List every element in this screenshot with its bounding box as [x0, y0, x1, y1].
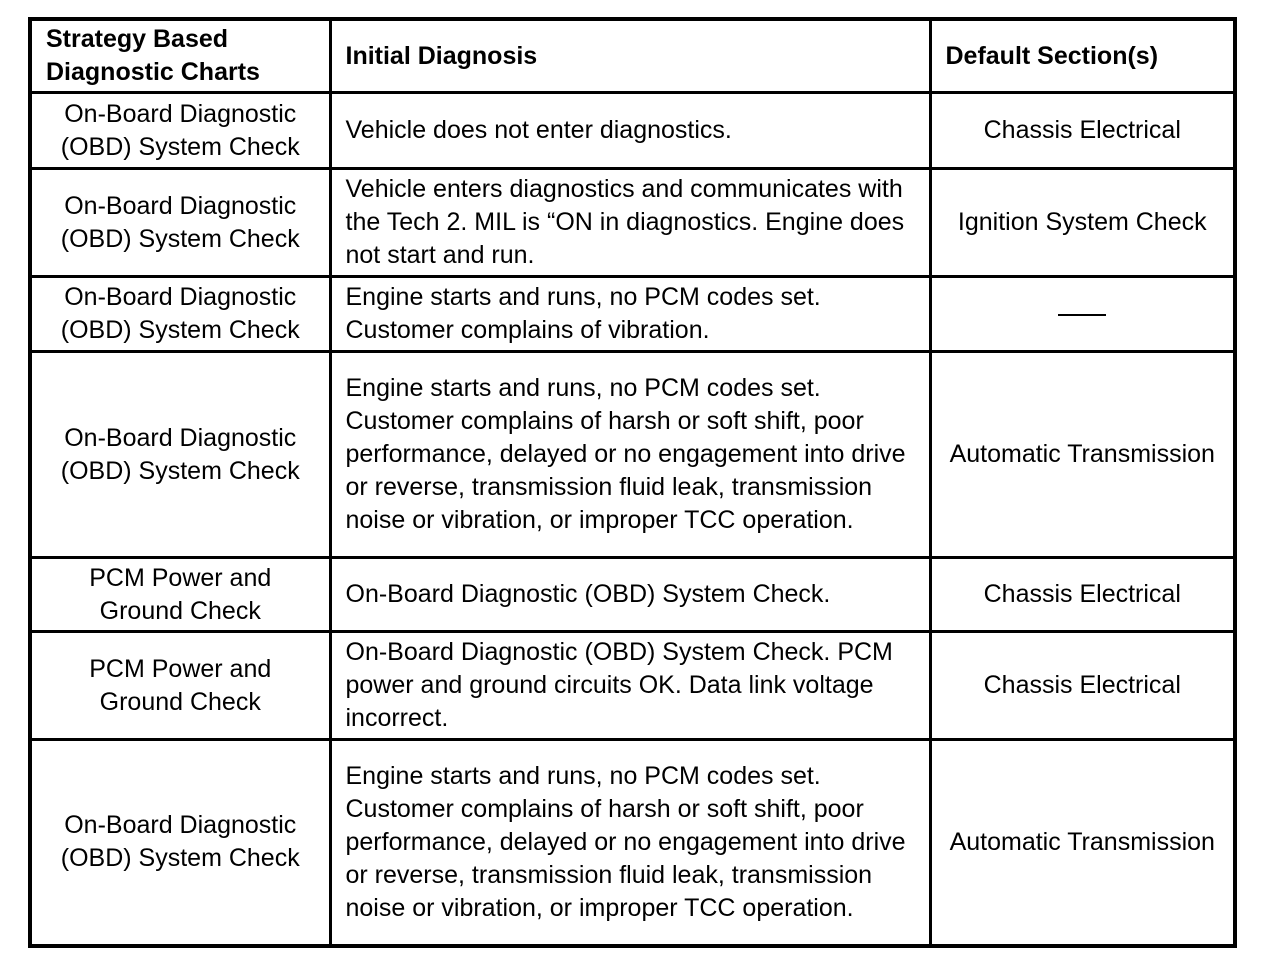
diagnosis-cell: Engine starts and runs, no PCM codes set. Customer complains of harsh or soft shift, poor performance, delayed or no engagement into drive or reverse, transmission fluid leak, transmission noise or vibration, or improper TCC operation.	[330, 740, 930, 946]
diagnosis-cell: Engine starts and runs, no PCM codes set. Customer complains of harsh or soft shift, poor performance, delayed or no engagement into drive or reverse, transmission fluid leak, transmission noise or vibration, or improper TCC operation.	[330, 352, 930, 558]
chart-cell: On-Board Diagnostic (OBD) System Check	[30, 352, 330, 558]
header-strategy-charts: Strategy Based Diagnostic Charts	[30, 19, 330, 93]
section-cell: Chassis Electrical	[930, 632, 1235, 740]
diagnosis-cell: Vehicle enters diagnostics and communicates with the Tech 2. MIL is “ON in diagnostics. Engine does not start and run.	[330, 169, 930, 277]
section-cell-empty	[930, 277, 1235, 352]
chart-cell: PCM Power and Ground Check	[30, 632, 330, 740]
section-cell: Chassis Electrical	[930, 93, 1235, 169]
dash-placeholder	[1058, 314, 1106, 316]
section-cell: Ignition System Check	[930, 169, 1235, 277]
table-row	[30, 93, 1235, 169]
header-default-sections: Default Section(s)	[930, 19, 1235, 93]
diagnosis-cell: Vehicle does not enter diagnostics.	[330, 93, 930, 169]
table-row	[30, 632, 1235, 740]
diagnostic-table	[28, 17, 1237, 948]
header-initial-diagnosis: Initial Diagnosis	[330, 19, 930, 93]
header-row	[30, 19, 1235, 93]
diagnosis-cell: Engine starts and runs, no PCM codes set. Customer complains of vibration.	[330, 277, 930, 352]
chart-cell: On-Board Diagnostic (OBD) System Check	[30, 93, 330, 169]
table-row	[30, 169, 1235, 277]
section-cell: Automatic Transmission	[930, 352, 1235, 558]
chart-cell: On-Board Diagnostic (OBD) System Check	[30, 169, 330, 277]
chart-cell: On-Board Diagnostic (OBD) System Check	[30, 277, 330, 352]
diagnosis-cell: On-Board Diagnostic (OBD) System Check. PCM power and ground circuits OK. Data link voltage incorrect.	[330, 632, 930, 740]
section-cell: Chassis Electrical	[930, 558, 1235, 632]
chart-cell: PCM Power and Ground Check	[30, 558, 330, 632]
table-row	[30, 740, 1235, 946]
table-row	[30, 352, 1235, 558]
chart-cell: On-Board Diagnostic (OBD) System Check	[30, 740, 330, 946]
section-cell: Automatic Transmission	[930, 740, 1235, 946]
table-row	[30, 277, 1235, 352]
diagnosis-cell: On-Board Diagnostic (OBD) System Check.	[330, 558, 930, 632]
table-row	[30, 558, 1235, 632]
